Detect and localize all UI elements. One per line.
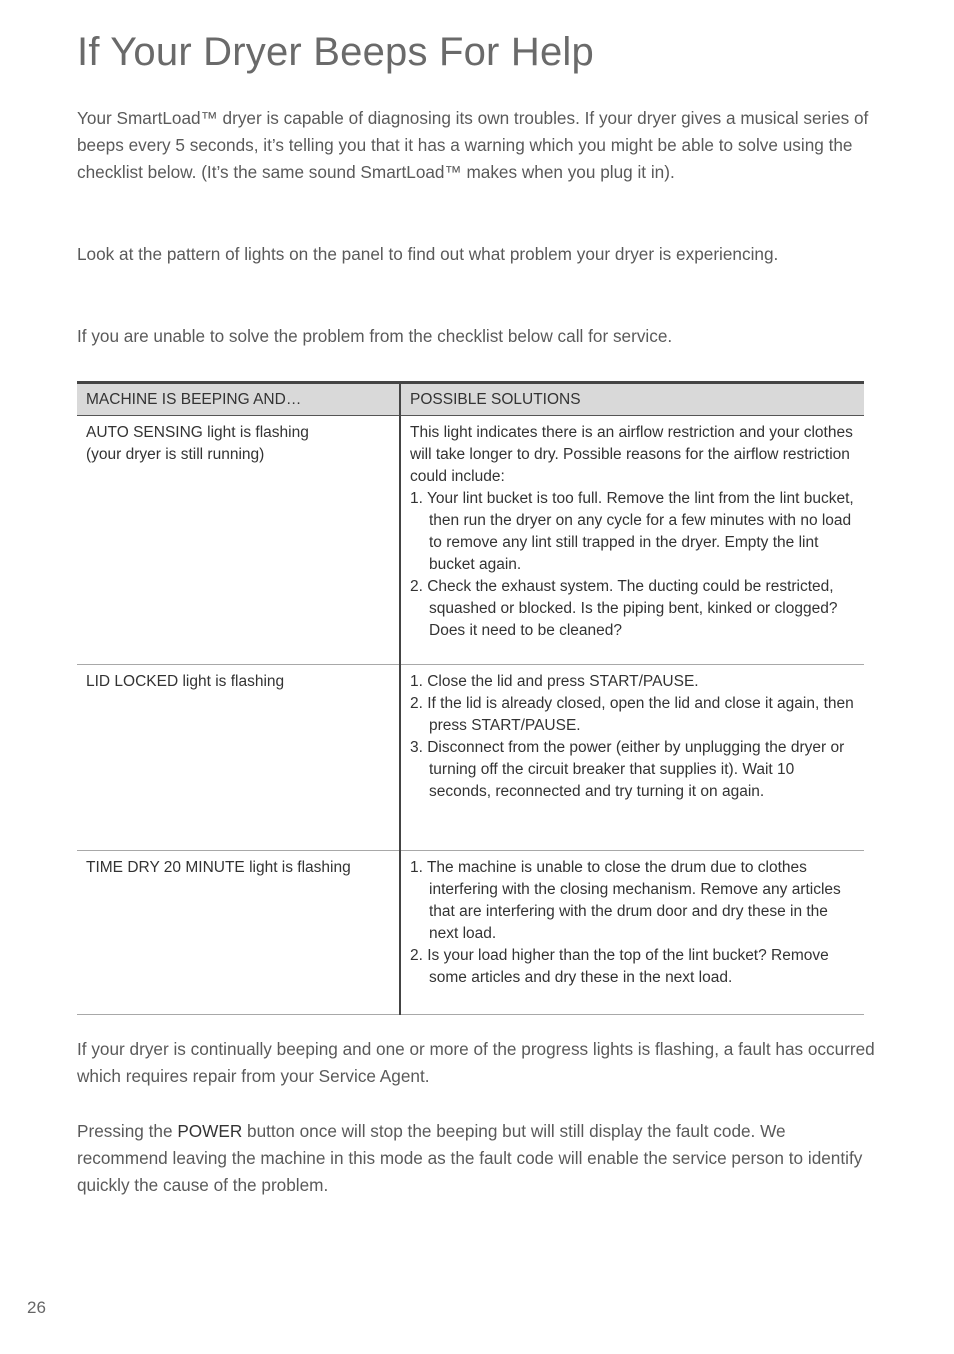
solution-item: 2. If the lid is already closed, open the lid and close it again, then press START/PAUSE.: [410, 695, 854, 734]
power-button-label: POWER: [177, 1121, 243, 1141]
condition-cell: [77, 665, 400, 851]
header-possible-solutions: POSSIBLE SOLUTIONS: [400, 383, 864, 416]
condition-text: LID LOCKED light is flashing: [86, 673, 285, 690]
solution-list: [410, 857, 856, 989]
table-row: [77, 851, 864, 1015]
troubleshooting-table: [77, 381, 864, 1015]
condition-cell: [77, 851, 400, 1015]
condition-note: (your dryer is still running): [86, 446, 265, 463]
intro-paragraph-service: If you are unable to solve the problem from the checklist below call for service.: [77, 326, 673, 346]
condition-text: TIME DRY 20 MINUTE light is flashing: [86, 859, 351, 876]
solution-list: [410, 671, 856, 803]
page-number: 26: [27, 1298, 46, 1317]
solutions-cell: [400, 416, 864, 665]
solutions-cell: [400, 665, 864, 851]
power-prefix: Pressing the: [77, 1121, 178, 1141]
table-row: [77, 416, 864, 665]
solution-item: 2. Check the exhaust system. The ducting could be restricted, squashed or blocked. Is the piping bent, kinked or clogged? Does it need to be cleaned?: [410, 578, 838, 639]
table-row: [77, 665, 864, 851]
solution-item: 1. The machine is unable to close the drum due to clothes interfering with the closing mechanism. Remove any articles that are interfering with the drum door and dry these in the next load.: [410, 859, 841, 942]
solution-lead: This light indicates there is an airflow restriction and your clothes will take longer to dry. Possible reasons for the airflow restriction could include:: [410, 424, 853, 485]
header-machine-beeping: MACHINE IS BEEPING AND…: [77, 383, 400, 416]
condition-cell: [77, 416, 400, 665]
solution-item: 3. Disconnect from the power (either by unplugging the dryer or turning off the circuit breaker that supplies it). Wait 10 seconds, reconnected and try turning it on again.: [410, 739, 845, 800]
condition-text: AUTO SENSING light is flashing: [86, 424, 309, 441]
solution-item: 1. Close the lid and press START/PAUSE.: [410, 673, 699, 690]
solution-list: [410, 488, 856, 642]
intro-paragraph-lights: Look at the pattern of lights on the panel to find out what problem your dryer is experiencing.: [77, 244, 779, 264]
intro-paragraph-diagnosis: Your SmartLoad™ dryer is capable of diagnosing its own troubles. If your dryer gives a musical series of beeps every 5 seconds, it’s telling you that it has a warning which you might be able to solve using the checklist below. (It’s the same sound SmartLoad™ makes when you plug it in).: [77, 108, 869, 182]
solution-item: 2. Is your load higher than the top of the lint bucket? Remove some articles and dry these in the next load.: [410, 947, 829, 986]
table-header-row: [77, 383, 864, 416]
solution-item: 1. Your lint bucket is too full. Remove the lint from the lint bucket, then run the dryer on any cycle for a few minutes with no load to remove any lint still trapped in the dryer. Empty the lint bucket again.: [410, 490, 854, 573]
fault-paragraph: If your dryer is continually beeping and one or more of the progress lights is flashing, a fault has occurred which requires repair from your Service Agent.: [77, 1039, 875, 1086]
power-suffix: button once will stop the beeping but will still display the fault code. We recommend leaving the machine in this mode as the fault code will enable the service person to identify quickly the cause of the problem.: [77, 1121, 863, 1195]
power-paragraph: [77, 1118, 877, 1199]
solutions-cell: [400, 851, 864, 1015]
page-title: If Your Dryer Beeps For Help: [77, 30, 594, 74]
